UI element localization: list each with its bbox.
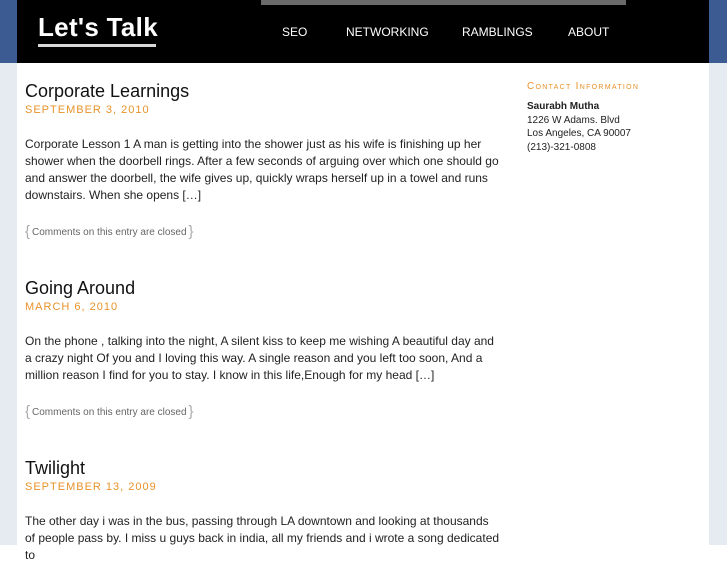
contact-phone: (213)-321-0808: [527, 141, 596, 153]
nav-item-seo[interactable]: SEO: [282, 25, 308, 39]
logo-underline: [38, 44, 156, 47]
close-brace-icon: }: [188, 403, 194, 420]
contact-address-line-1: 1226 W Adams. Blvd: [527, 114, 620, 126]
page-edge-left-light: [0, 63, 17, 545]
open-brace-icon: {: [25, 223, 31, 240]
contact-heading: Contact Information: [527, 81, 640, 92]
comments-closed-text: Comments on this entry are closed: [32, 227, 187, 238]
close-brace-icon: }: [188, 223, 194, 240]
contact-address-line-2: Los Angeles, CA 90007: [527, 128, 631, 139]
comments-closed-text: Comments on this entry are closed: [32, 407, 187, 418]
post-title-link[interactable]: Going Around: [25, 278, 136, 298]
post-title-link[interactable]: Corporate Learnings: [25, 81, 190, 101]
page-edge-right-light: [709, 63, 727, 545]
site-logo-link[interactable]: Let's Talk: [38, 12, 158, 42]
post-date: SEPTEMBER 13, 2009: [25, 481, 157, 493]
post-excerpt: On the phone , talking into the night, A silent kiss to keep me wishing A beautiful day and a crazy night Of you and I loving this way. A single reason and you left too soon, And a million reason I find for you to stay. I know in this life,Enough for my head […]: [25, 334, 494, 382]
sidebar-contact: [527, 80, 702, 154]
contact-name: Saurabh Mutha: [527, 101, 600, 112]
nav-item-about[interactable]: ABOUT: [568, 25, 610, 39]
header-top-strip: [261, 0, 626, 5]
post-date: SEPTEMBER 3, 2010: [25, 104, 150, 116]
site-header: [17, 0, 709, 63]
post-title-link[interactable]: Twilight: [25, 458, 86, 478]
post-comments-status: [25, 225, 194, 240]
nav-item-ramblings[interactable]: RAMBLINGS: [462, 25, 533, 39]
open-brace-icon: {: [25, 403, 31, 420]
post-date: MARCH 6, 2010: [25, 301, 119, 313]
post-comments-status: [25, 405, 194, 420]
post-excerpt: The other day i was in the bus, passing through LA downtown and looking at thousands of people pass by. I miss u guys back in india, all my friends and i wrote a song dedicated to: [25, 514, 500, 562]
post-excerpt: Corporate Lesson 1 A man is getting into the shower just as his wife is finishing up her shower when the doorbell rings. After a few seconds of arguing over which one should go and answer the doorbell, the wife gives up, quickly wraps herself up in a towel and runs downstairs. When she opens […]: [25, 137, 499, 202]
nav-item-networking[interactable]: NETWORKING: [346, 25, 429, 39]
